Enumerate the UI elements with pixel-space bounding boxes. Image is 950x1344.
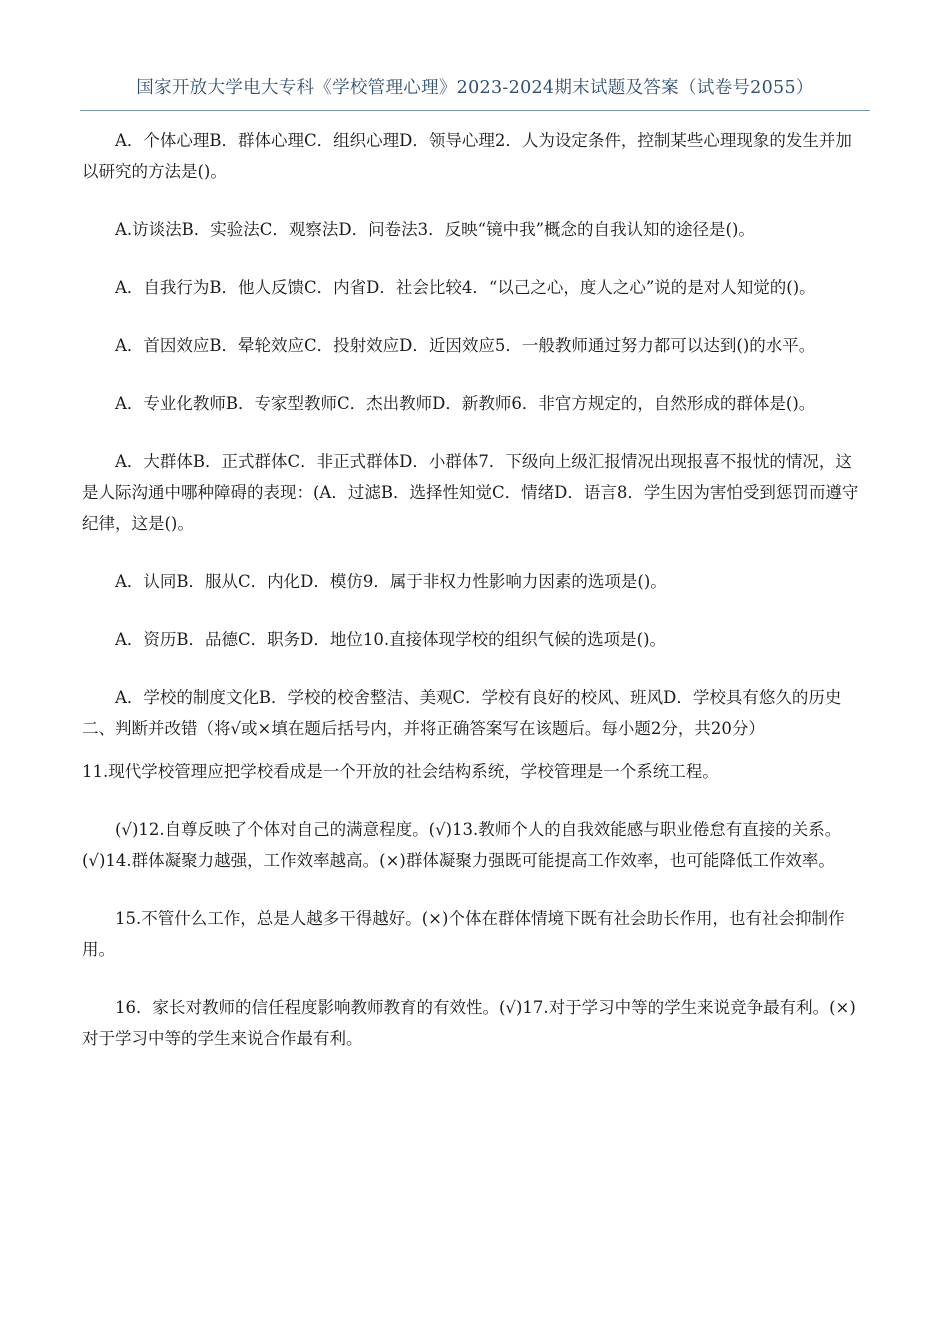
paragraph-q1-options: A．个体心理B．群体心理C．组织心理D．领导心理2．人为设定条件，控制某些心理现象的发生并加以研究的方法是()。: [82, 131, 852, 181]
paragraph-q9-options: A．资历B．品德C．职务D．地位10.直接体现学校的组织气候的选项是()。: [115, 630, 667, 649]
paragraph-q8-options: A．认同B．服从C．内化D．模仿9．属于非权力性影响力因素的选项是()。: [115, 572, 667, 591]
header-divider: [80, 110, 870, 111]
paragraph-q10-options: A．学校的制度文化B．学校的校舍整洁、美观C．学校有良好的校风、班风D．学校具有悠久的历史二、判断并改错（将√或×填在题后括号内，并将正确答案写在该题后。每小题2分，共20分）: [82, 688, 842, 738]
paragraph-q15: 15.不管什么工作，总是人越多干得越好。(×)个体在群体情境下既有社会助长作用，也有社会抑制作用。: [82, 909, 845, 959]
document-body: [82, 125, 868, 1081]
paragraph-q5-options: A．专业化教师B．专家型教师C．杰出教师D．新教师6．非官方规定的，自然形成的群体是()。: [115, 394, 816, 413]
paragraph-q3-options: A．自我行为B．他人反馈C．内省D．社会比较4．“以己之心，度人之心”说的是对人知觉的()。: [115, 278, 816, 297]
paragraph-q2-options: A.访谈法B．实验法C．观察法D．问卷法3．反映“镜中我”概念的自我认知的途径是()。: [115, 220, 755, 239]
paragraph-q12-q14: (√)12.自尊反映了个体对自己的满意程度。(√)13.教师个人的自我效能感与职业倦怠有直接的关系。(√)14.群体凝聚力越强，工作效率越高。(×)群体凝聚力强既可能提高工作效率，也可能降低工作效率。: [82, 820, 842, 870]
paragraph-q11: 11.现代学校管理应把学校看成是一个开放的社会结构系统，学校管理是一个系统工程。: [82, 762, 719, 781]
paragraph-q4-options: A．首因效应B．晕轮效应C．投射效应D．近因效应5．一般教师通过努力都可以达到()的水平。: [115, 336, 816, 355]
page-header: 国家开放大学电大专科《学校管理心理》2023-2024期末试题及答案（试卷号2055）: [136, 78, 814, 98]
paragraph-q6-options: A．大群体B．正式群体C．非正式群体D．小群体7．下级向上级汇报情况出现报喜不报忧的情况，这是人际沟通中哪种障碍的表现：(A．过滤B．选择性知觉C．情绪D．语言8．学生因为害怕受到惩罚而遵守纪律，这是()。: [82, 452, 859, 533]
paragraph-q16-q17: 16．家长对教师的信任程度影响教师教育的有效性。(√)17.对于学习中等的学生来说竞争最有利。(×)对于学习中等的学生来说合作最有利。: [82, 998, 856, 1048]
